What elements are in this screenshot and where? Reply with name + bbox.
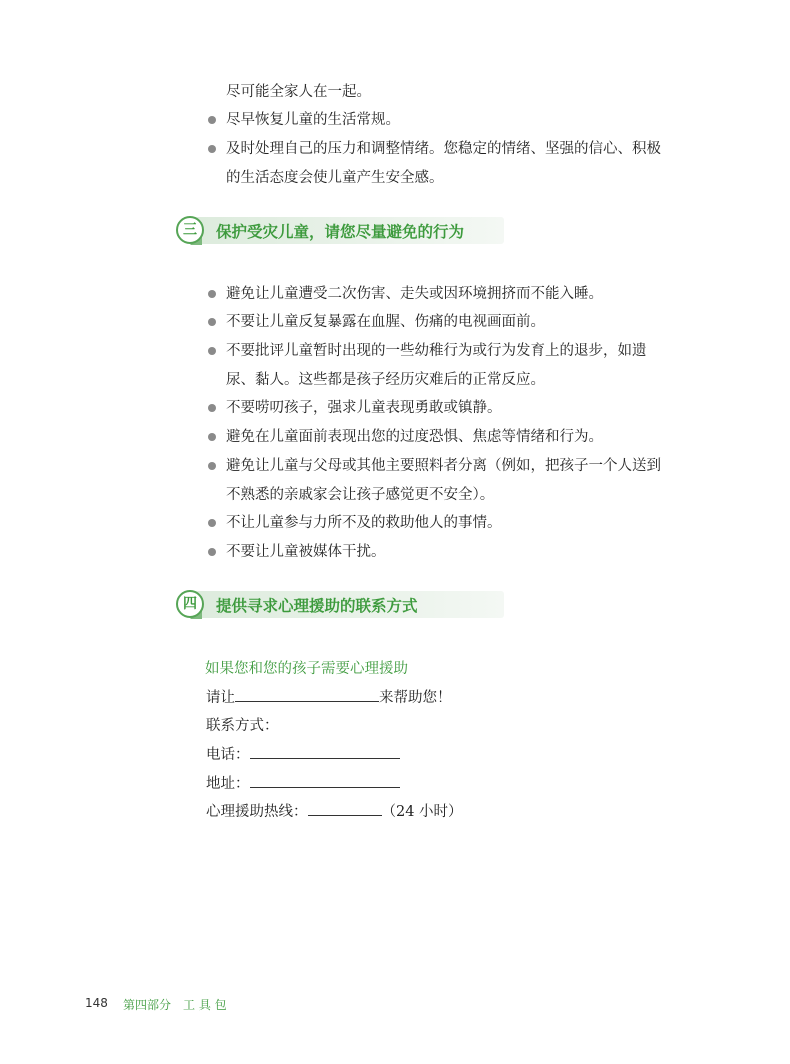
bullet-dot: [208, 462, 216, 470]
list-item: 避免在儿童面前表现出您的过度恐惧、焦虑等情绪和行为。: [226, 429, 603, 445]
list-item: 不要唠叨孩子，强求儿童表现勇敢或镇静。: [226, 400, 502, 416]
bullet-dot: [208, 404, 216, 412]
bullet-dot: [208, 290, 216, 298]
bullet-dot: [208, 548, 216, 556]
list-item: 避免让儿童与父母或其他主要照料者分离（例如，把孩子一个人送到: [226, 458, 661, 474]
bullet-dot: [208, 347, 216, 355]
section-subtitle: 如果您和您的孩子需要心理援助: [205, 661, 408, 677]
list-item: 不要让儿童被媒体干扰。: [226, 544, 386, 560]
list-item: 不要让儿童反复暴露在血腥、伤痛的电视画面前。: [226, 314, 545, 330]
section-header-3: [176, 216, 504, 246]
section-title: 保护受灾儿童，请您尽量避免的行为: [216, 223, 465, 241]
bullet-dot: [208, 116, 216, 124]
hotline-label: 心理援助热线：: [206, 804, 308, 820]
list-item-continuation: 尿、黏人。这些都是孩子经历灾难后的正常反应。: [226, 372, 545, 388]
section-title: 提供寻求心理援助的联系方式: [216, 597, 418, 615]
phone-line: [206, 744, 400, 765]
list-item-continuation: 的生活态度会使儿童产生安全感。: [226, 170, 444, 186]
list-item: 不要批评儿童暂时出现的一些幼稚行为或行为发育上的退步，如遗: [226, 343, 647, 359]
list-item: 不让儿童参与力所不及的救助他人的事情。: [226, 515, 502, 531]
bullet-dot: [208, 318, 216, 326]
address-line: [206, 773, 400, 794]
section-header-4: [176, 590, 504, 620]
footer-section: 第四部分 工 具 包: [123, 998, 227, 1012]
section-number-badge: 三: [176, 216, 204, 244]
bullet-dot: [208, 519, 216, 527]
bullet-dot: [208, 433, 216, 441]
phone-blank[interactable]: [250, 744, 400, 759]
ask-suffix: 来帮助您！: [379, 690, 452, 706]
list-item: 避免让儿童遭受二次伤害、走失或因环境拥挤而不能入睡。: [226, 286, 603, 302]
page-number: 148: [85, 996, 108, 1010]
list-item: 尽早恢复儿童的生活常规。: [226, 112, 400, 128]
bullet-dot: [208, 145, 216, 153]
hotline-line: [206, 801, 463, 822]
helper-name-blank[interactable]: [235, 687, 379, 702]
address-blank[interactable]: [250, 773, 400, 788]
list-item-continuation: 不熟悉的亲戚家会让孩子感觉更不安全）。: [226, 487, 495, 503]
continuation-text: 尽可能全家人在一起。: [226, 84, 371, 100]
phone-label: 电话：: [206, 747, 250, 763]
section-number-badge: 四: [176, 590, 204, 618]
hotline-blank[interactable]: [308, 801, 382, 816]
ask-help-line: [206, 687, 452, 708]
address-label: 地址：: [206, 776, 250, 792]
list-item: 及时处理自己的压力和调整情绪。您稳定的情绪、坚强的信心、积极: [226, 141, 661, 157]
hotline-suffix: （24 小时）: [381, 804, 463, 820]
contact-label: 联系方式：: [206, 718, 279, 734]
ask-prefix: 请让: [206, 690, 235, 706]
